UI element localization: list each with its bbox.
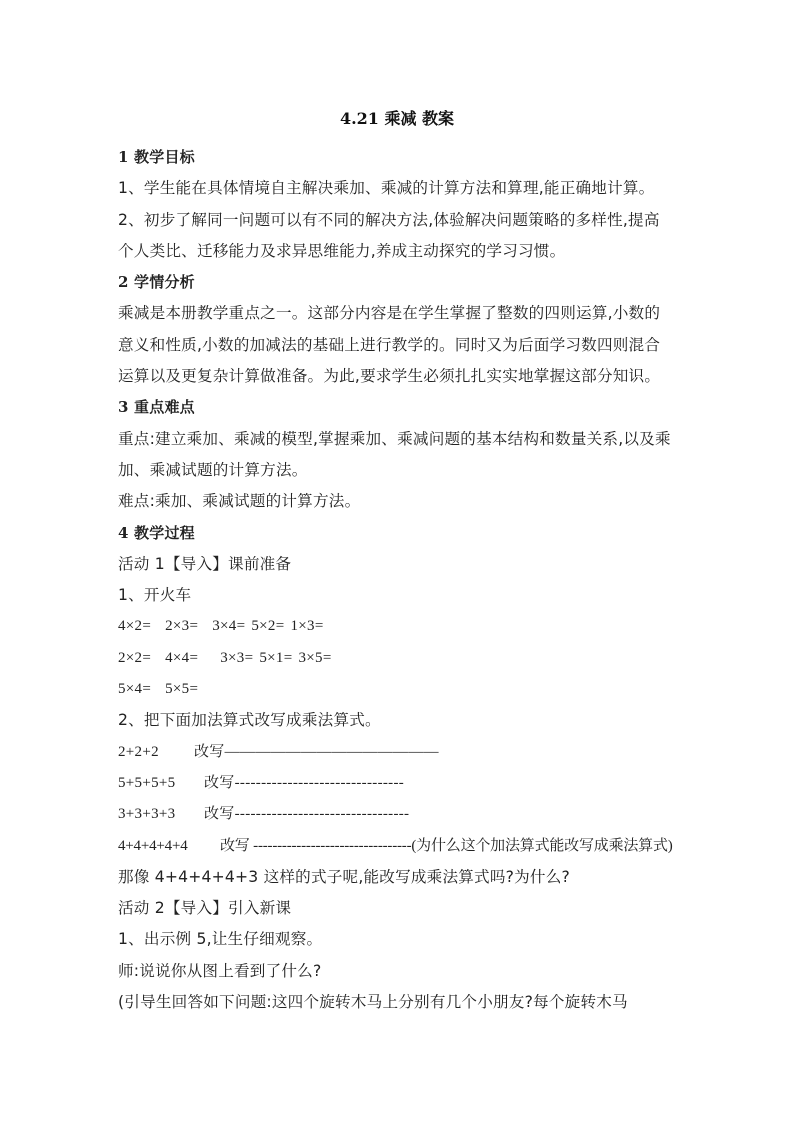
document-body <box>118 142 688 1018</box>
activity-heading: 活动 1【导入】课前准备 <box>118 554 292 573</box>
section-heading-process: 4 教学过程 <box>118 523 195 542</box>
list-item: 1、开火车 <box>118 586 192 605</box>
math-row <box>118 643 688 674</box>
math-expression: 3×4= <box>212 618 246 635</box>
math-expression: 4×2= <box>118 618 152 635</box>
math-expression: 5×4= <box>118 681 152 698</box>
paragraph: 个人类比、迁移能力及求异思维能力,养成主动探究的学习习惯。 <box>118 241 566 260</box>
activity-heading: 活动 2【导入】引入新课 <box>118 899 292 918</box>
paragraph: 意义和性质,小数的加减法的基础上进行教学的。同时又为后面学习数四则混合 <box>118 335 661 354</box>
math-expression: 5×5= <box>165 681 199 698</box>
math-row <box>118 674 688 705</box>
rewrite-row <box>118 737 688 768</box>
paragraph: 加、乘减试题的计算方法。 <box>118 460 308 479</box>
section-heading-analysis: 2 学情分析 <box>118 273 195 292</box>
section-heading-goals: 1 教学目标 <box>118 148 195 166</box>
rewrite-blank: 改写 ---------------------------------(为什么这个加法算式能改写成乘法算式) <box>220 837 673 854</box>
rewrite-blank: 改写-------------------------------- <box>204 774 405 791</box>
paragraph: 1、学生能在具体情境自主解决乘加、乘减的计算方法和算理,能正确地计算。 <box>118 179 655 198</box>
paragraph: 运算以及更复杂计算做准备。为此,要求学生必须扎扎实实地掌握这部分知识。 <box>118 367 661 386</box>
paragraph: 难点:乘加、乘减试题的计算方法。 <box>118 492 361 511</box>
paragraph: 2、初步了解同一问题可以有不同的解决方法,体验解决问题策略的多样性,提高 <box>118 210 660 229</box>
math-row <box>118 611 688 642</box>
section-heading-keypoints: 3 重点难点 <box>118 398 195 417</box>
math-expression: 5+5+5+5 <box>118 774 176 791</box>
math-expression: 2×2= <box>118 649 152 666</box>
rewrite-row <box>118 831 688 862</box>
list-item: 1、出示例 5,让生仔细观察。 <box>118 930 323 949</box>
math-expression: 3+3+3+3 <box>118 806 176 823</box>
math-expression: 2+2+2 <box>118 743 159 760</box>
math-expression: 3×5= <box>298 649 332 666</box>
document-title: 4.21 乘减 教案 <box>339 109 455 128</box>
list-item: 2、把下面加法算式改写成乘法算式。 <box>118 711 381 730</box>
paragraph: 师:说说你从图上看到了什么? <box>118 961 322 980</box>
rewrite-row <box>118 768 688 799</box>
math-expression: 5×2= <box>251 618 285 635</box>
paragraph: (引导生回答如下问题:这四个旋转木马上分别有几个小朋友?每个旋转木马 <box>118 993 628 1012</box>
math-expression: 1×3= <box>290 618 324 635</box>
rewrite-row <box>118 799 688 830</box>
rewrite-blank: 改写—————————————— <box>194 743 439 760</box>
math-expression: 4×4= <box>165 649 199 666</box>
paragraph: 那像 4+4+4+4+3 这样的式子呢,能改写成乘法算式吗?为什么? <box>118 867 570 886</box>
paragraph: 重点:建立乘加、乘减的模型,掌握乘加、乘减问题的基本结构和数量关系,以及乘 <box>118 429 671 448</box>
rewrite-blank: 改写--------------------------------- <box>204 806 410 823</box>
math-expression: 5×1= <box>259 649 293 666</box>
math-expression: 3×3= <box>220 649 254 666</box>
math-expression: 4+4+4+4+4 <box>118 837 188 854</box>
math-expression: 2×3= <box>165 618 199 635</box>
paragraph: 乘减是本册教学重点之一。这部分内容是在学生掌握了整数的四则运算,小数的 <box>118 304 661 323</box>
